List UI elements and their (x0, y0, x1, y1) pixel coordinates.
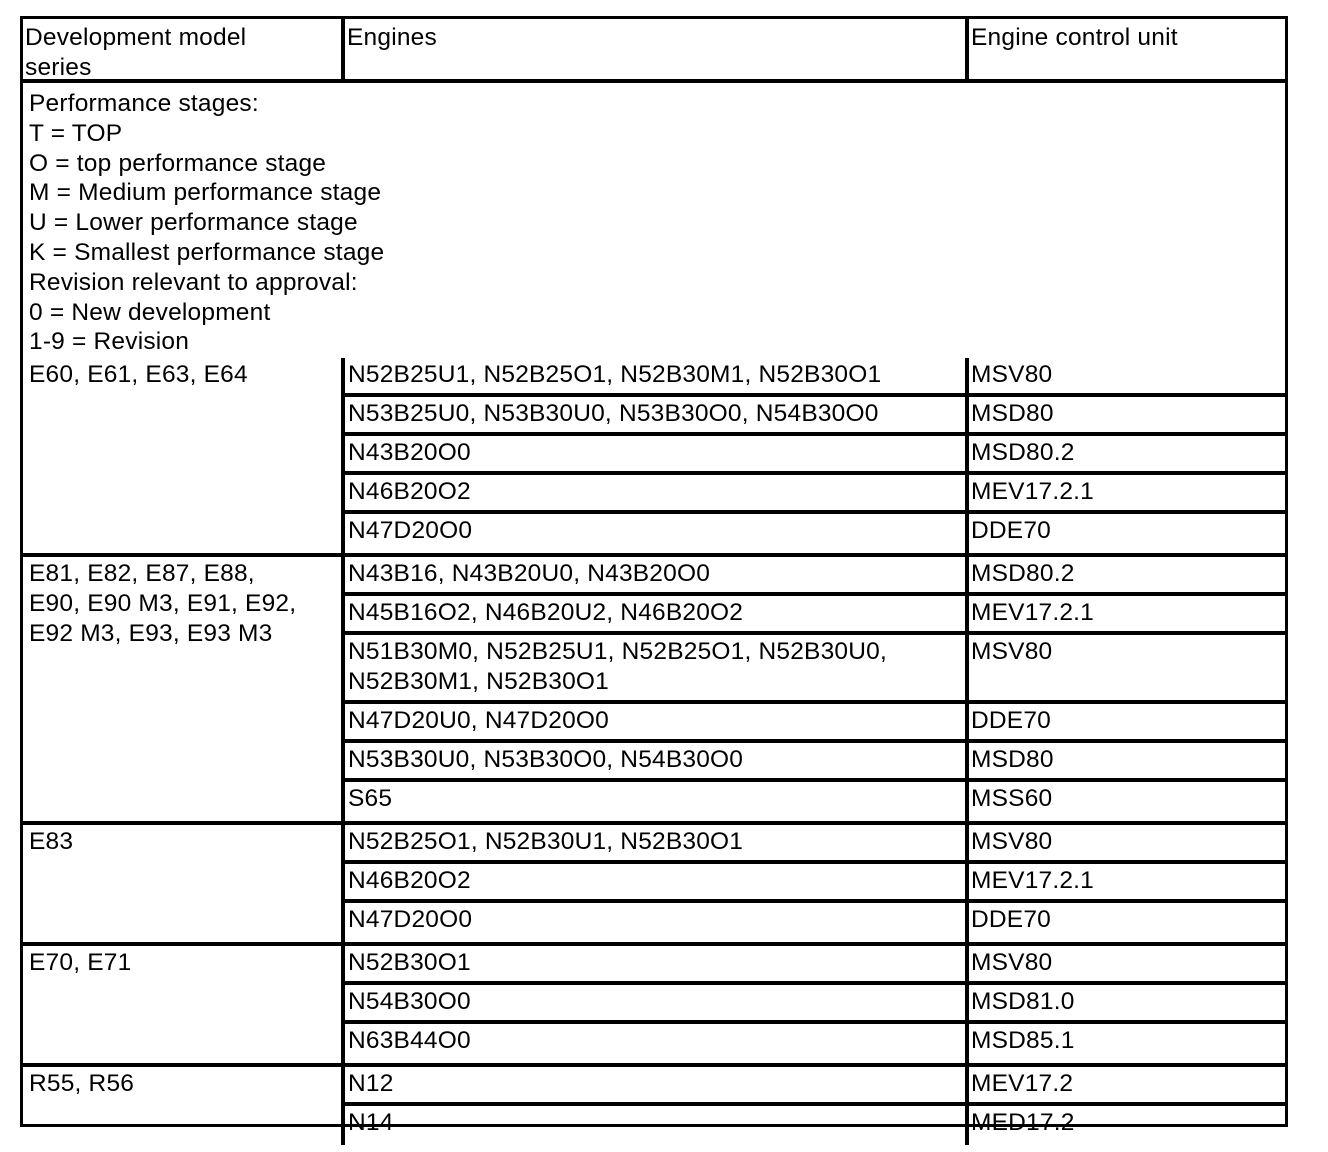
engine-line: N52B30M1, N52B30O1 (348, 668, 610, 695)
table-row (341, 397, 1285, 436)
column-divider (341, 946, 345, 1063)
ecu-cell: MSD85.1 (971, 1027, 1075, 1054)
ecu-cell: MEV17.2.1 (971, 478, 1095, 505)
ecu-cell: MSD80.2 (971, 439, 1075, 466)
column-divider (341, 1067, 345, 1145)
ecu-cell: DDE70 (971, 707, 1051, 734)
engine-line: N47D20O0 (348, 906, 473, 933)
header-divider (965, 19, 969, 79)
engine-line: N47D20O0 (348, 517, 473, 544)
engines-cell (348, 477, 948, 507)
engines-cell (348, 1026, 948, 1056)
legend (29, 89, 729, 357)
group-divider (23, 1063, 1285, 1067)
engine-line: N51B30M0, N52B25U1, N52B25O1, N52B30U0, (348, 638, 887, 665)
column-divider (965, 358, 969, 553)
group-divider (23, 821, 1285, 825)
ecu-cell: MSS60 (971, 785, 1053, 812)
column-divider (341, 825, 345, 942)
ecu-cell: MED17.2 (971, 1109, 1075, 1136)
table-row (341, 1067, 1285, 1106)
engines-cell (348, 637, 948, 697)
engine-line: N47D20U0, N47D20O0 (348, 707, 609, 734)
series-label (29, 948, 131, 978)
engine-line: N43B16, N43B20U0, N43B20O0 (348, 560, 711, 587)
group-divider (23, 553, 1285, 557)
engines-cell (348, 827, 948, 857)
engine-line: N54B30O0 (348, 988, 471, 1015)
ecu-cell: MSV80 (971, 361, 1053, 388)
ecu-cell: MSV80 (971, 949, 1053, 976)
engines-cell (348, 706, 948, 736)
ecu-cell: DDE70 (971, 906, 1051, 933)
legend-line: U = Lower performance stage (29, 209, 358, 237)
legend-line: O = top performance stage (29, 149, 327, 177)
engine-line: N43B20O0 (348, 439, 471, 466)
table-row (341, 825, 1285, 864)
ecu-cell: MSD80 (971, 746, 1054, 773)
engines-cell (348, 784, 948, 814)
engines-cell (348, 905, 948, 935)
ecu-cell: MEV17.2.1 (971, 867, 1095, 894)
engine-line: N52B25U1, N52B25O1, N52B30M1, N52B30O1 (348, 361, 882, 388)
ecu-cell: MSD81.0 (971, 988, 1075, 1015)
series-line: E81, E82, E87, E88, (29, 560, 255, 587)
series-label (29, 827, 73, 857)
legend-line: 1-9 = Revision (29, 328, 190, 356)
engines-cell (348, 438, 948, 468)
ecu-cell: MEV17.2.1 (971, 599, 1095, 626)
engines-cell (348, 948, 948, 978)
engine-line: N14 (348, 1109, 394, 1136)
column-divider (965, 825, 969, 942)
engine-line: N53B25U0, N53B30U0, N53B30O0, N54B30O0 (348, 400, 879, 427)
header-divider (341, 19, 345, 79)
engines-cell (348, 1108, 948, 1138)
engines-cell (348, 598, 948, 628)
engine-line: N53B30U0, N53B30O0, N54B30O0 (348, 746, 744, 773)
engine-table (20, 16, 1288, 1136)
table-row (341, 1024, 1285, 1063)
column-divider (965, 946, 969, 1063)
engine-line: N52B30O1 (348, 949, 471, 976)
engines-cell (348, 866, 948, 896)
series-label (29, 1069, 134, 1099)
table-row (341, 985, 1285, 1024)
header-engines: Engines (347, 24, 437, 51)
legend-line: Performance stages: (29, 90, 259, 117)
series-label (29, 360, 248, 390)
table-row (341, 864, 1285, 903)
table-row (341, 903, 1285, 942)
series-label (29, 559, 296, 649)
series-line: E92 M3, E93, E93 M3 (29, 620, 273, 647)
engine-line: S65 (348, 785, 393, 812)
header-series (23, 19, 341, 79)
table-row (341, 596, 1285, 635)
header-series-line2: series (25, 54, 92, 81)
engines-cell (348, 987, 948, 1017)
table-row (341, 635, 1285, 704)
ecu-cell: MSD80.2 (971, 560, 1075, 587)
table-header (23, 19, 1285, 83)
table-row (341, 358, 1285, 397)
column-divider (341, 557, 345, 821)
series-line: R55, R56 (29, 1070, 135, 1097)
legend-line: M = Medium performance stage (29, 179, 382, 207)
table-row (341, 1106, 1285, 1145)
ecu-cell: MSV80 (971, 828, 1053, 855)
engines-cell (348, 745, 948, 775)
engine-line: N46B20O2 (348, 867, 471, 894)
table-row (341, 946, 1285, 985)
column-divider (965, 557, 969, 821)
header-ecu: Engine control unit (971, 24, 1178, 51)
legend-line: 0 = New development (29, 298, 271, 326)
table-row (341, 557, 1285, 596)
ecu-cell: DDE70 (971, 517, 1051, 544)
header-series-line1: Development model (25, 24, 247, 51)
group-divider (23, 942, 1285, 946)
engines-cell (348, 559, 948, 589)
engine-line: N46B20O2 (348, 478, 471, 505)
engines-cell (348, 399, 948, 429)
legend-line: T = TOP (29, 119, 123, 147)
table-row (341, 782, 1285, 821)
engine-line: N12 (348, 1070, 394, 1097)
table-row (341, 743, 1285, 782)
ecu-cell: MSV80 (971, 638, 1053, 665)
engines-cell (348, 516, 948, 546)
table-row (341, 514, 1285, 553)
engine-line: N45B16O2, N46B20U2, N46B20O2 (348, 599, 744, 626)
table-row (341, 704, 1285, 743)
ecu-cell: MEV17.2 (971, 1070, 1074, 1097)
series-line: E90, E90 M3, E91, E92, (29, 590, 297, 617)
engines-cell (348, 360, 948, 390)
table-row (341, 475, 1285, 514)
series-line: E70, E71 (29, 949, 132, 976)
engines-cell (348, 1069, 948, 1099)
table-row (341, 436, 1285, 475)
series-line: E60, E61, E63, E64 (29, 361, 248, 388)
ecu-cell: MSD80 (971, 400, 1054, 427)
legend-line: K = Smallest performance stage (29, 238, 385, 266)
engine-line: N63B44O0 (348, 1027, 471, 1054)
column-divider (965, 1067, 969, 1145)
series-line: E83 (29, 828, 74, 855)
engine-line: N52B25O1, N52B30U1, N52B30O1 (348, 828, 744, 855)
column-divider (341, 358, 345, 553)
legend-line: Revision relevant to approval: (29, 268, 358, 296)
